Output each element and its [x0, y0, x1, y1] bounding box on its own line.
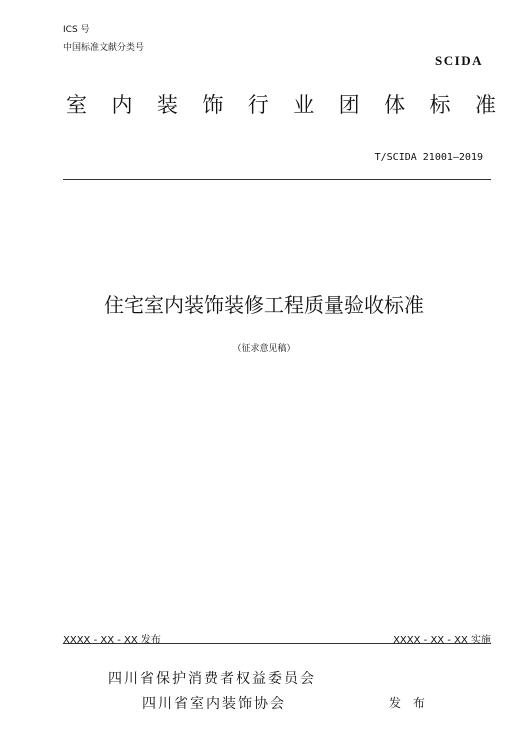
- document-title: 住宅室内装饰装修工程质量验收标准: [104, 293, 424, 317]
- category-char: 体: [384, 93, 406, 117]
- brand-mark: SCIDA: [435, 53, 483, 68]
- issuer-consumer-council: 四川省保护消费者权益委员会: [108, 671, 316, 687]
- category-char: 行: [247, 93, 269, 117]
- category-title: [66, 89, 496, 119]
- publish-date: XXXX - XX - XX 发布: [63, 635, 161, 646]
- category-char: 饰: [202, 93, 224, 117]
- draft-status: （征求意见稿）: [232, 344, 296, 354]
- top-divider: [63, 179, 491, 180]
- category-char: 室: [66, 93, 87, 117]
- category-char: 团: [338, 93, 360, 117]
- classification-code: 中国标准文献分类号: [63, 43, 145, 53]
- standard-number: T/SCIDA 21001—2019: [374, 152, 483, 163]
- implement-date: XXXX - XX - XX 实施: [393, 635, 491, 646]
- category-char: 业: [293, 93, 315, 117]
- ics-code: ICS 号: [63, 25, 90, 35]
- category-char: 内: [111, 93, 133, 117]
- issuer-decoration-association: 四川省室内装饰协会: [142, 696, 286, 712]
- category-char: 装: [156, 93, 178, 117]
- issue-label: 发 布: [389, 696, 429, 710]
- bottom-divider: [63, 643, 491, 644]
- category-char: 标: [429, 93, 451, 117]
- category-char: 准: [474, 93, 496, 117]
